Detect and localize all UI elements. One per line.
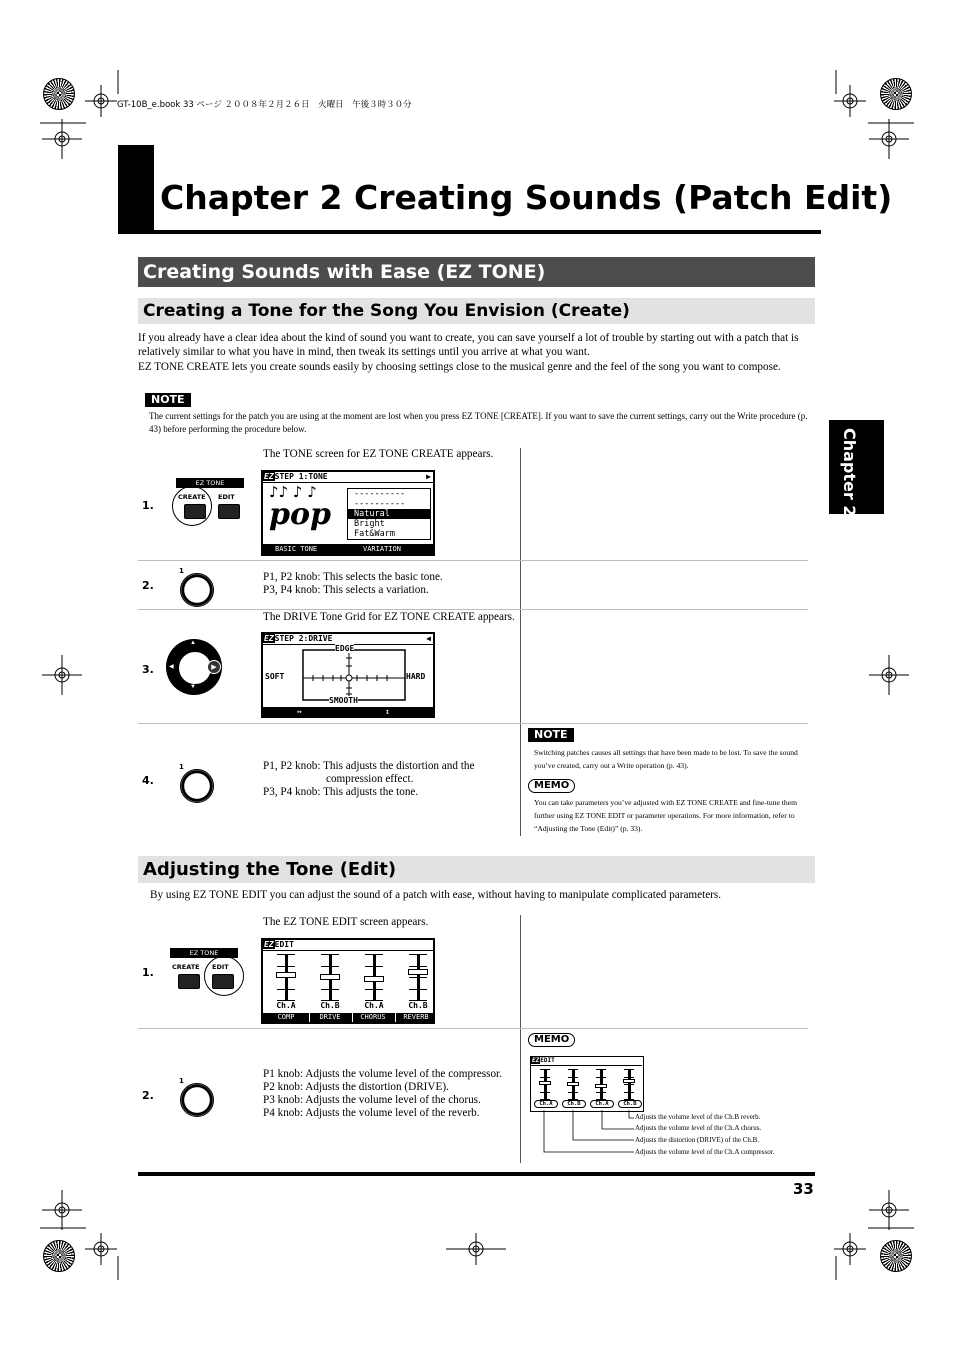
memo-callout-lines [530,1108,640,1158]
edit-button-label: EDIT [218,493,235,501]
slider-knob [567,1082,579,1086]
chapter-title: Chapter 2 Creating Sounds (Patch Edit) [160,178,893,217]
slider-tick [365,989,383,990]
memo-callout: Adjusts the volume level of the Ch.A chorus. [635,1124,762,1132]
memo-badge: MEMO [528,779,575,793]
chapter-title-bar [118,145,154,233]
edit-slider [319,954,341,1012]
create-button-label: CREATE [172,963,200,971]
lcd-footer [263,1013,433,1022]
step2-line2: P3, P4 knob: This selects a variation. [263,584,429,596]
ez-tone-group-label: EZ TONE [176,478,244,488]
edit-slider [407,954,429,1012]
step-number: 2. [142,579,154,592]
slider-knob [408,969,428,975]
edit-button-label: EDIT [212,963,229,971]
lcd-list-item: Natural [348,509,430,519]
create-note-text: The current settings for the patch you are using at the moment are lost when you press EZ TONE [CREATE]. If you want to save the current settings, carry out the Write procedure (p. 43) before performing the procedure below. [149,411,808,434]
row-separator [138,560,808,561]
lcd-header-text: STEP 2:DRIVE [274,634,333,643]
slider-tick [409,989,427,990]
lcd-tone-screen [261,470,435,556]
edit-heading: Adjusting the Tone (Edit) [138,856,815,884]
slider-tick [624,1069,634,1070]
grid-left-label: SOFT [265,672,285,681]
step2-line1: P1, P2 knob: This selects the basic tone. [263,571,443,583]
slider-knob [276,972,296,978]
slider-tick [568,1077,578,1078]
arrow-down-icon[interactable]: ▼ [190,684,196,690]
row-separator [138,1028,808,1029]
edit-button[interactable] [218,504,240,519]
lcd-footer-label: DRIVE [309,1013,350,1022]
step4-line1: P1, P2 knob: This adjusts the distortion and the [263,760,475,772]
lcd-header [263,472,433,483]
slider-channel-label: Ch.B [562,1100,586,1108]
lcd-list-item: Fat&Warm [354,529,395,539]
lcd-footer-label: CHORUS [352,1013,393,1022]
slider-tick [365,966,383,967]
knob-label: 1 [179,1077,184,1085]
ez-tone-group-label: EZ TONE [170,948,238,958]
ez-logo: EZ [264,940,274,949]
step-number: 1. [142,499,154,512]
horizontal-arrow-icon: ↔ [297,707,302,716]
edit-slider [566,1069,580,1109]
arrow-up-icon[interactable]: ▲ [190,640,196,646]
slider-channel-label: Ch.B [320,1001,340,1010]
page-arrow-icon: ▶ [426,472,431,481]
edit-step1-caption: The EZ TONE EDIT screen appears. [263,916,429,928]
knob-label: 1 [179,567,184,575]
step4-memo-text: You can take parameters you’ve adjusted with EZ TONE CREATE and fine-tune them further using EZ TONE EDIT or parameter operations. For more information, refer to “Adjusting the Tone (Edit)” (p. 33). [534,798,797,833]
slider-tick [321,966,339,967]
memo-callout: Adjusts the volume level of the Ch.A compressor. [635,1148,775,1156]
edit-slider [363,954,385,1012]
step3-caption: The DRIVE Tone Grid for EZ TONE CREATE appears. [263,611,515,623]
edit-slider [538,1069,552,1109]
print-header-meta: GT-10B_e.book 33 ページ ２００８年２月２６日 火曜日 午後３時３０分 [117,100,412,110]
row-separator [138,609,808,610]
step-number: 1. [142,966,154,979]
knob-1[interactable] [180,573,214,607]
lcd-footer [263,707,433,716]
cursor-dial[interactable] [166,639,222,695]
lcd-footer-label: COMP [277,1013,295,1021]
slider-tick [409,966,427,967]
slider-channel-label: Ch.A [276,1001,296,1010]
memo-callout: Adjusts the distortion (DRIVE) of the Ch.B. [635,1136,760,1144]
lcd-list-item: ---------- [354,499,406,509]
slider-tick [596,1069,606,1070]
slider-tick [540,1077,550,1078]
slider-tick [277,989,295,990]
edit-slider [622,1069,636,1109]
edit-step2-line: P1 knob: Adjusts the volume level of the compressor. [263,1068,502,1080]
grid-right-label: HARD [406,672,426,681]
slider-knob [623,1079,635,1083]
ez-logo: EZ [264,634,274,643]
arrow-left-icon[interactable]: ◀ [169,664,174,670]
slider-tick [624,1077,634,1078]
lcd-list-item: ---------- [354,489,406,499]
page-number: 33 [793,1180,814,1198]
step-number: 3. [142,663,154,676]
slider-tick [568,1092,578,1093]
slider-knob [595,1084,607,1088]
slider-tick [540,1069,550,1070]
step-number: 2. [142,1089,154,1102]
slider-knob [539,1081,551,1085]
slider-tick [568,1069,578,1070]
grid-top-label: EDGE [335,644,355,653]
create-paragraph-2: EZ TONE CREATE lets you create sounds easily by choosing settings close to the musical genre and the feel of the song you want to compose. [138,361,781,373]
slider-tick [624,1084,634,1085]
grid-bottom-label: SMOOTH [329,696,358,705]
lcd-variation-list [347,488,431,540]
step4-line2: P3, P4 knob: This adjusts the tone. [263,786,419,798]
row-separator [138,723,808,724]
slider-tick [321,954,339,955]
slider-tick [596,1077,606,1078]
slider-tick [624,1092,634,1093]
footer-variation: VARIATION [363,545,401,553]
footer-rule [138,1172,815,1176]
highlight-circle [172,486,212,526]
lcd-genre-word: pop [269,497,331,532]
arrow-right-icon[interactable]: ▶ [207,660,221,674]
slider-tick [540,1092,550,1093]
side-tab-label: Chapter 2 [840,428,859,517]
edit-step2-line: P4 knob: Adjusts the volume level of the reverb. [263,1107,480,1119]
step-number: 4. [142,774,154,787]
slider-channel-label: Ch.B [408,1001,428,1010]
slider-tick [409,977,427,978]
create-button-label: CREATE [178,493,206,501]
table-divider-edit [520,915,521,1163]
knob-1[interactable] [180,769,214,803]
memo-lcd-thumbnail [530,1056,644,1112]
create-paragraph-1: If you already have a clear idea about the kind of sound you want to create, you can save yourself a lot of trouble by starting out with a patch that is relatively similar to what you have in mind, then tweak its settings until you arrive at what you want. [138,332,799,358]
create-button[interactable] [178,974,200,989]
lcd-header [531,1057,642,1066]
slider-channel-label: Ch.A [590,1100,614,1108]
ez-logo: EZ [264,472,274,481]
slider-tick [277,954,295,955]
music-notes-icon: ♪♪ ♪ ♪ [269,483,317,501]
highlight-circle [204,956,244,996]
table-divider-create [520,448,521,836]
slider-tick [409,954,427,955]
lcd-header-text: EDIT [540,1057,555,1064]
slider-tick [365,954,383,955]
step4-line1b: compression effect. [326,773,414,785]
step4-note-text: Switching patches causes all settings that have been made to be lost. To save the sound you’ve created, carry out a Write operation (p. 43). [534,748,798,770]
vertical-arrow-icon: ↕ [385,707,390,716]
knob-label: 1 [179,763,184,771]
lcd-header-text: STEP 1:TONE [274,472,328,481]
lcd-list-item: Bright [354,519,385,529]
ez-logo: EZ [532,1057,540,1064]
edit-step2-line: P3 knob: Adjusts the volume level of the chorus. [263,1094,481,1106]
slider-tick [321,989,339,990]
slider-channel-label: Ch.B [618,1100,642,1108]
note-badge: NOTE [528,728,574,742]
slider-tick [596,1092,606,1093]
lcd-drive-grid [261,632,435,718]
edit-step2-line: P2 knob: Adjusts the distortion (DRIVE). [263,1081,449,1093]
lcd-footer-label: REVERB [395,1013,436,1022]
slider-channel-label: Ch.A [534,1100,558,1108]
chapter-title-rule [118,230,821,234]
ez-tone-panel [176,478,244,528]
chapter-side-tab [829,420,884,517]
page-arrow-icon: ◀ [426,634,431,643]
slider-knob [364,976,384,982]
note-badge: NOTE [145,393,191,407]
lcd-header [263,940,433,951]
lcd-header-text: EDIT [274,940,294,949]
create-heading: Creating a Tone for the Song You Envision (Create) [138,298,815,325]
slider-channel-label: Ch.A [364,1001,384,1010]
lcd-footer [263,544,433,554]
edit-slider [594,1069,608,1109]
edit-slider [275,954,297,1012]
memo-callout: Adjusts the volume level of the Ch.B reverb. [635,1113,761,1121]
slider-tick [277,966,295,967]
ez-tone-panel [170,948,238,998]
slider-knob [320,974,340,980]
footer-basic-tone: BASIC TONE [275,545,318,553]
section-heading: Creating Sounds with Ease (EZ TONE) [138,257,815,287]
step1-caption: The TONE screen for EZ TONE CREATE appears. [263,448,494,460]
knob-1[interactable] [180,1083,214,1117]
edit-paragraph: By using EZ TONE EDIT you can adjust the sound of a patch with ease, without having to manipulate complicated parameters. [150,889,722,901]
lcd-edit-screen [261,938,435,1024]
memo-badge: MEMO [528,1033,575,1047]
